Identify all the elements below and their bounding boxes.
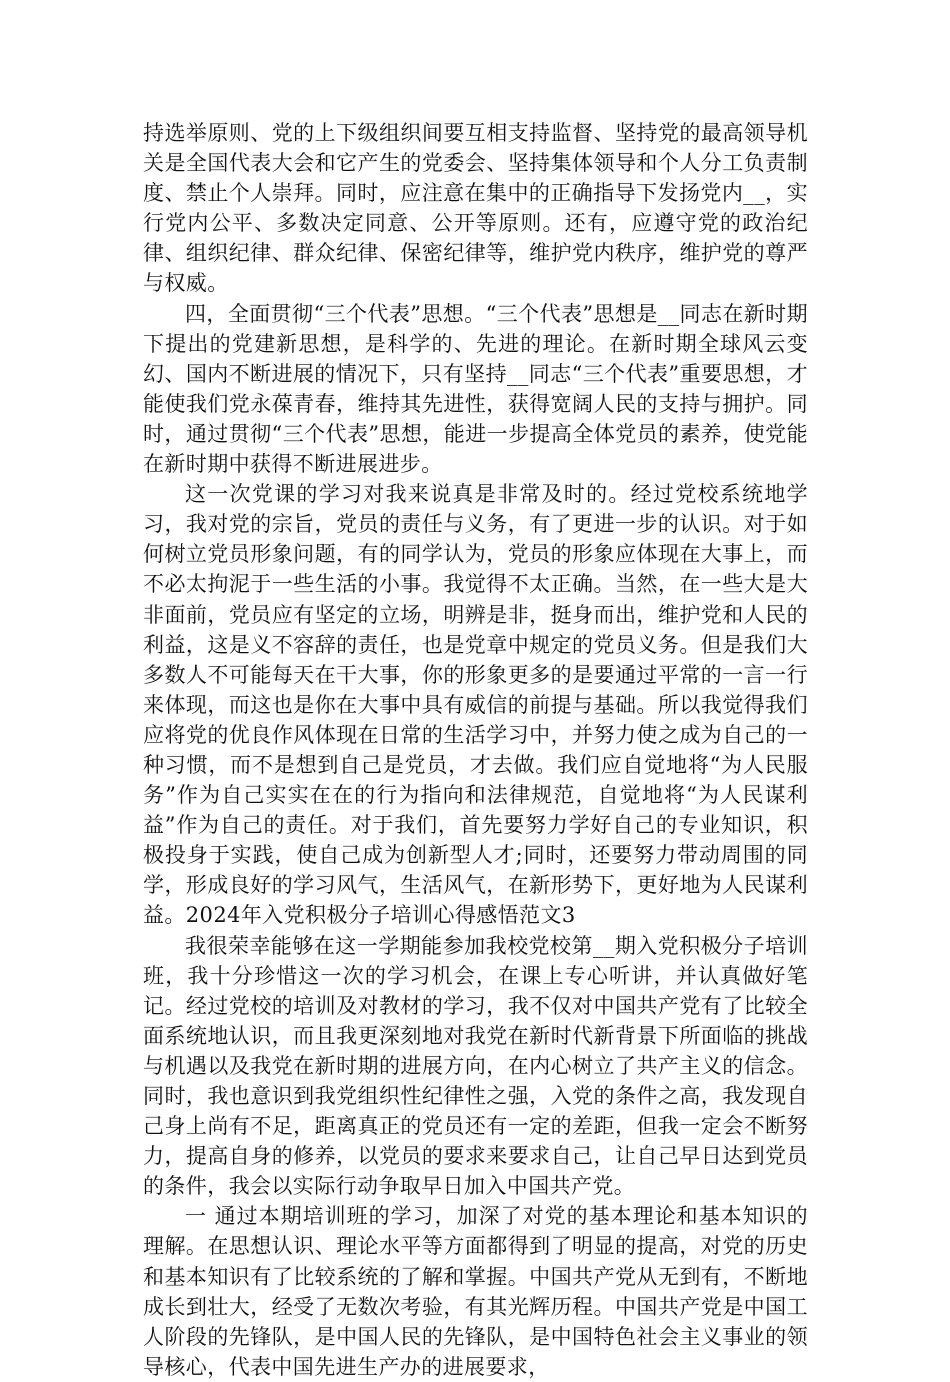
paragraph-4: 我很荣幸能够在这一学期能参加我校党校第__期入党积极分子培训班，我十分珍惜这一次的学习机会，在课上专心听讲，并认真做好笔记。经过党校的培训及对教材的学习，我不仅对中国共产党有了比较全面系统地认识，而且我更深刻地对我党在新时代新背景下所面临的挑战与机遇以及我党在新时期的进展方向，在内心树立了共产主义的信念。同时，我也意识到我党组织性纪律性之强，入党的条件之高，我发现自己身上尚有不足，距离真正的党员还有一定的差距，但我一定会不断努力，提高自身的修养，以党员的要求来要求自己，让自己早日达到党员的条件，我会以实际行动争取早日加入中国共产党。 xyxy=(143,933,808,1199)
paragraph-3: 这一次党课的学习对我来说真是非常及时的。经过党校系统地学习，我对党的宗旨，党员的责任与义务，有了更进一步的认识。对于如何树立党员形象问题，有的同学认为，党员的形象应体现在大事上，而不必太拘泥于一些生活的小事。我觉得不太正确。当然，在一些大是大非面前，党员应有坚定的立场，明辨是非，挺身而出，维护党和人民的利益，这是义不容辞的责任，也是党章中规定的党员义务。但是我们大多数人不可能每天在干大事，你的形象更多的是要通过平常的一言一行来体现，而这也是你在大事中具有威信的前提与基础。所以我觉得我们应将党的优良作风体现在日常的生活学习中，并努力使之成为自己的一种习惯，而不是想到自己是党员，才去做。我们应自觉地将“为人民服务”作为自己实实在在的行为指向和法律规范，自觉地将“为人民谋利益”作为自己的责任。对于我们，首先要努力学好自己的专业知识，积极投身于实践，使自己成为创新型人才;同时，还要努力带动周围的同学，形成良好的学习风气，生活风气，在新形势下，更好地为人民谋利益。2024年入党积极分子培训心得感悟范文3 xyxy=(143,482,808,928)
paragraph-2: 四，全面贯彻“三个代表”思想。“三个代表”思想是__同志在新时期下提出的党建新思想，是科学的、先进的理论。在新时期全球风云变幻、国内不断进展的情况下，只有坚持__同志“三个代表”重要思想，才能使我们党永葆青春，维持其先进性，获得宽阔人民的支持与拥护。同时，通过贯彻“三个代表”思想，能进一步提高全体党员的素养，使党能在新时期中获得不断进展进步。 xyxy=(143,301,808,477)
document-page xyxy=(143,118,808,1382)
paragraph-1: 持选举原则、党的上下级组织间要互相支持监督、坚持党的最高领导机关是全国代表大会和它产生的党委会、坚持集体领导和个人分工负责制度、禁止个人崇拜。同时，应注意在集中的正确指导下发扬党内__，实行党内公平、多数决定同意、公开等原则。还有，应遵守党的政治纪律、组织纪律、群众纪律、保密纪律等，维护党内秩序，维护党的尊严与权威。 xyxy=(143,121,808,296)
paragraph-5: 一 通过本期培训班的学习，加深了对党的基本理论和基本知识的理解。在思想认识、理论水平等方面都得到了明显的提高，对党的历史和基本知识有了比较系统的了解和掌握。中国共产党从无到有，不断地成长到壮大，经受了无数次考验，有其光辉历程。中国共产党是中国工人阶段的先锋队，是中国人民的先锋队，是中国特色社会主义事业的领导核心，代表中国先进生产办的进展要求， xyxy=(143,1204,808,1379)
